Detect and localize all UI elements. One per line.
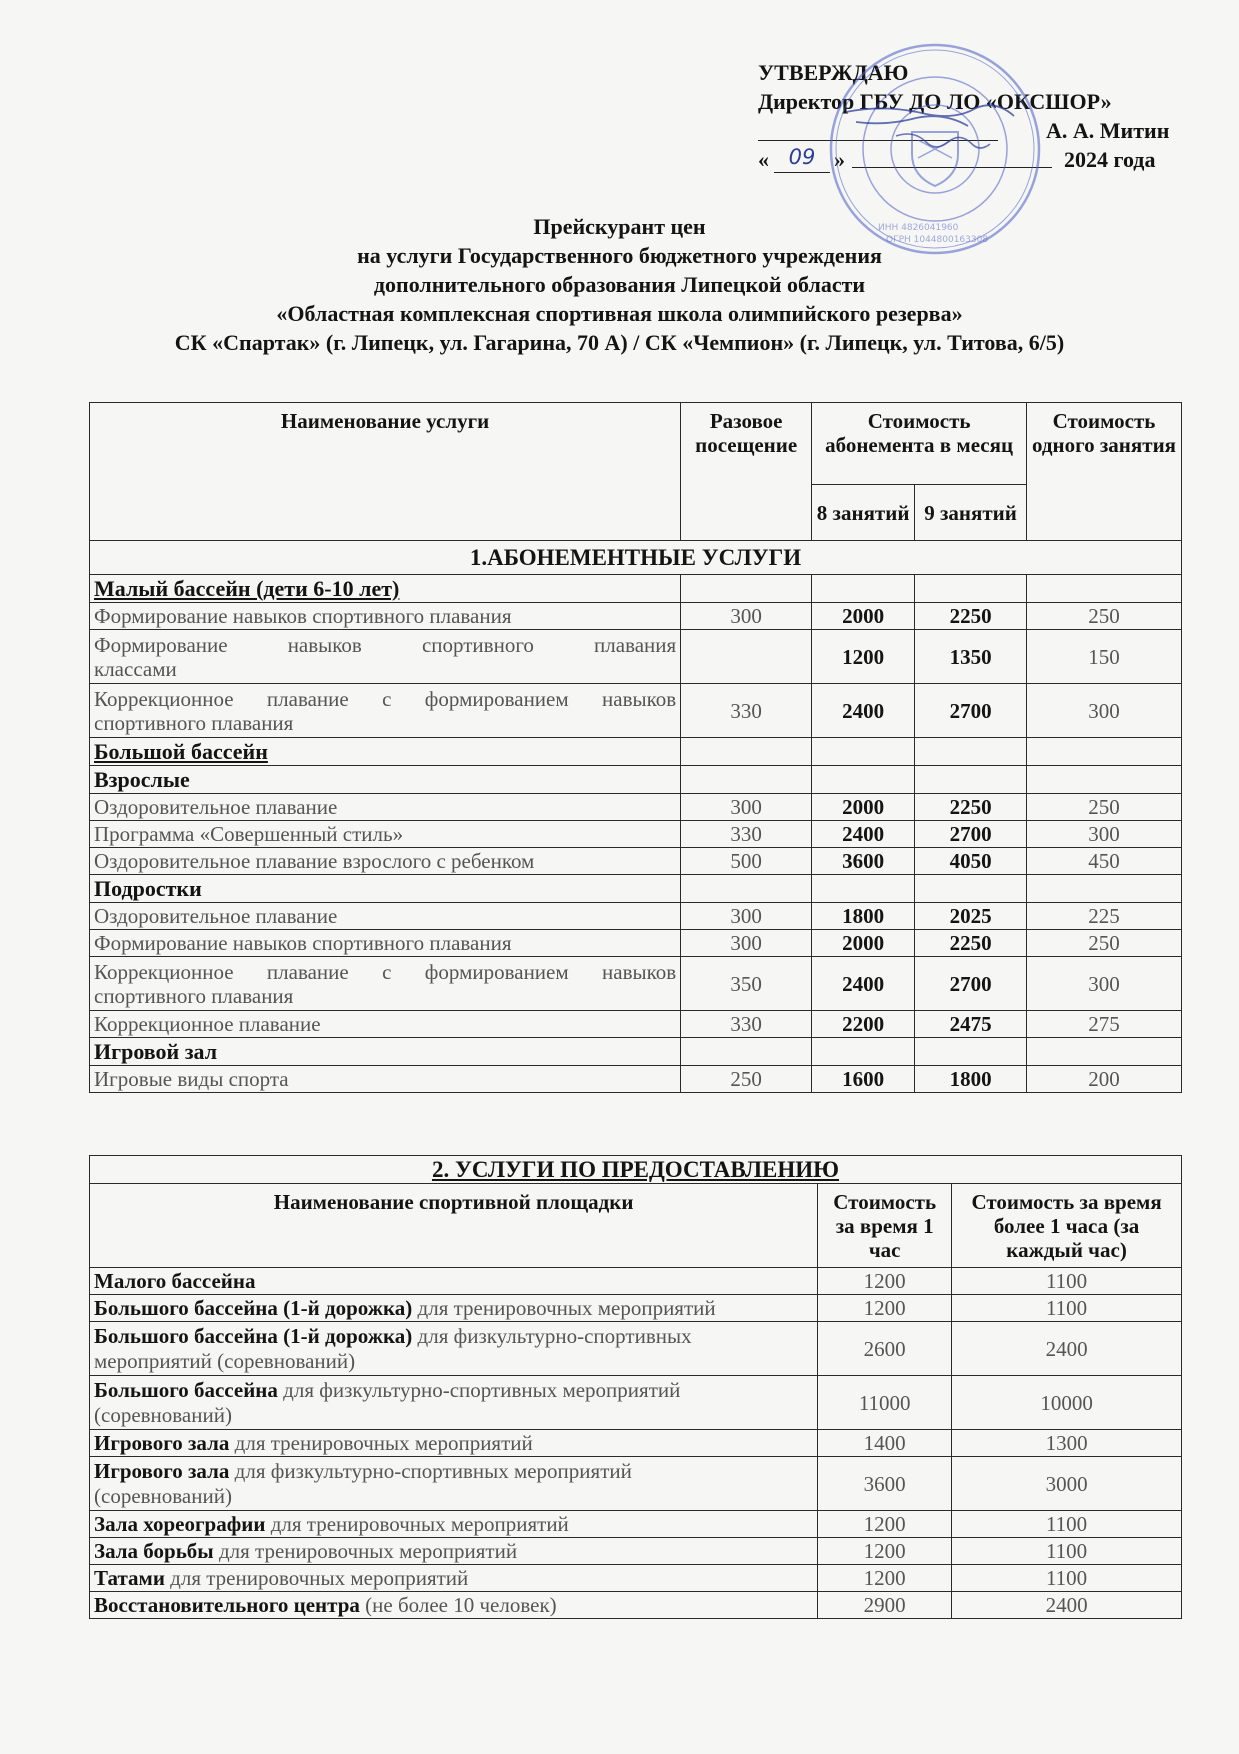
venue-name bbox=[90, 1592, 818, 1619]
service-name: Оздоровительное плавание bbox=[90, 794, 681, 821]
table-row bbox=[90, 848, 1182, 875]
header-9-lessons: 9 занятий bbox=[915, 485, 1027, 541]
table-row bbox=[90, 630, 1182, 684]
service-name bbox=[90, 957, 681, 1011]
price-8-lessons: 1800 bbox=[812, 903, 915, 930]
header-monthly-subscription: Стоимость абонемента в месяц bbox=[812, 403, 1027, 485]
empty-cell bbox=[1027, 766, 1182, 794]
venue-name-line-2: мероприятий (соревнований) bbox=[94, 1348, 356, 1373]
service-name bbox=[90, 684, 681, 738]
group-title: Игровой зал bbox=[90, 1038, 681, 1066]
single-visit-price: 300 bbox=[681, 603, 812, 630]
price-9-lessons: 2250 bbox=[915, 794, 1027, 821]
approval-position: Директор ГБУ ДО ЛО «ОКСШОР» bbox=[758, 89, 1112, 114]
empty-cell bbox=[681, 875, 812, 903]
group-row bbox=[90, 575, 1182, 603]
price-over-1-hour: 2400 bbox=[952, 1592, 1182, 1619]
venue-name bbox=[90, 1430, 818, 1457]
price-9-lessons: 1800 bbox=[915, 1066, 1027, 1093]
venue-name-rest: для физкультурно-спортивных bbox=[412, 1323, 692, 1348]
price-over-1-hour: 1300 bbox=[952, 1430, 1182, 1457]
svg-text:ИНН 4826041960: ИНН 4826041960 bbox=[878, 223, 959, 233]
empty-cell bbox=[915, 575, 1027, 603]
price-9-lessons: 2025 bbox=[915, 903, 1027, 930]
venue-name-line-1 bbox=[94, 1539, 813, 1564]
venue-name-line-1 bbox=[94, 1324, 813, 1349]
title-line-4: «Областная комплексная спортивная школа олимпийского резерва» bbox=[276, 301, 963, 326]
empty-cell bbox=[1027, 875, 1182, 903]
header-one-lesson: Стоимость одного занятия bbox=[1027, 403, 1182, 541]
section-2-title: 2. УСЛУГИ ПО ПРЕДОСТАВЛЕНИЮ bbox=[90, 1156, 1182, 1184]
service-name-line-2: спортивного плавания bbox=[94, 983, 294, 1008]
price-9-lessons: 4050 bbox=[915, 848, 1027, 875]
header-price-1-hour: Стоимость за время 1 час bbox=[818, 1184, 952, 1268]
venue-name-rest: для тренировочных мероприятий bbox=[229, 1430, 533, 1455]
single-visit-price: 300 bbox=[681, 930, 812, 957]
date-close-quote: » bbox=[834, 147, 845, 172]
price-one-lesson: 250 bbox=[1027, 794, 1182, 821]
single-visit-price: 330 bbox=[681, 1011, 812, 1038]
group-row bbox=[90, 1038, 1182, 1066]
price-1-hour: 1200 bbox=[818, 1268, 952, 1295]
venue-name bbox=[90, 1376, 818, 1430]
venue-name-line-1 bbox=[94, 1512, 813, 1537]
group-title: Большой бассейн bbox=[90, 738, 681, 766]
price-one-lesson: 300 bbox=[1027, 821, 1182, 848]
price-one-lesson: 225 bbox=[1027, 903, 1182, 930]
single-visit-price bbox=[681, 630, 812, 684]
venue-name-rest: для тренировочных мероприятий bbox=[265, 1511, 569, 1536]
venue-name-line-1 bbox=[94, 1269, 813, 1294]
venue-name-bold: Игрового зала bbox=[94, 1458, 230, 1483]
table-row bbox=[90, 930, 1182, 957]
empty-cell bbox=[681, 1038, 812, 1066]
empty-cell bbox=[812, 766, 915, 794]
price-over-1-hour: 1100 bbox=[952, 1268, 1182, 1295]
table-row bbox=[90, 1511, 1182, 1538]
document-title bbox=[0, 212, 1239, 357]
venue-name-bold: Восстановительного центра bbox=[94, 1592, 360, 1617]
group-row bbox=[90, 738, 1182, 766]
empty-cell bbox=[812, 1038, 915, 1066]
venue-name-line-1 bbox=[94, 1459, 813, 1484]
price-over-1-hour: 1100 bbox=[952, 1295, 1182, 1322]
price-one-lesson: 150 bbox=[1027, 630, 1182, 684]
table-row bbox=[90, 1538, 1182, 1565]
price-one-lesson: 200 bbox=[1027, 1066, 1182, 1093]
venue-name-rest: для тренировочных мероприятий bbox=[412, 1295, 716, 1320]
single-visit-price: 300 bbox=[681, 794, 812, 821]
empty-cell bbox=[812, 875, 915, 903]
venue-name-rest: для тренировочных мероприятий bbox=[213, 1538, 518, 1563]
price-table-subscriptions bbox=[89, 402, 1182, 1093]
title-line-2: на услуги Государственного бюджетного учреждения bbox=[357, 243, 882, 268]
empty-cell bbox=[915, 875, 1027, 903]
empty-cell bbox=[1027, 575, 1182, 603]
venue-name-line-1 bbox=[94, 1296, 813, 1321]
venue-name-bold: Большого бассейна (1-й дорожка) bbox=[94, 1295, 413, 1320]
venue-name-bold: Игрового зала bbox=[94, 1430, 230, 1455]
single-visit-price: 500 bbox=[681, 848, 812, 875]
venue-name-line-1 bbox=[94, 1431, 813, 1456]
empty-cell bbox=[812, 738, 915, 766]
venue-name-bold: Зала борьбы bbox=[94, 1538, 214, 1563]
table-row bbox=[90, 957, 1182, 1011]
price-one-lesson: 250 bbox=[1027, 930, 1182, 957]
venue-name-rest: для физкультурно-спортивных мероприятий bbox=[277, 1377, 681, 1402]
table-row bbox=[90, 903, 1182, 930]
price-over-1-hour: 10000 bbox=[952, 1376, 1182, 1430]
service-name: Формирование навыков спортивного плавания bbox=[90, 930, 681, 957]
group-row bbox=[90, 875, 1182, 903]
empty-cell bbox=[812, 575, 915, 603]
price-1-hour: 1200 bbox=[818, 1538, 952, 1565]
table-row bbox=[90, 1268, 1182, 1295]
service-name: Оздоровительное плавание взрослого с ребенком bbox=[90, 848, 681, 875]
price-over-1-hour: 1100 bbox=[952, 1511, 1182, 1538]
price-8-lessons: 2000 bbox=[812, 603, 915, 630]
empty-cell bbox=[681, 738, 812, 766]
date-day: 09 bbox=[774, 143, 830, 173]
price-9-lessons: 2700 bbox=[915, 821, 1027, 848]
service-name bbox=[90, 630, 681, 684]
table-row bbox=[90, 1457, 1182, 1511]
venue-name bbox=[90, 1565, 818, 1592]
price-8-lessons: 2200 bbox=[812, 1011, 915, 1038]
venue-name bbox=[90, 1268, 818, 1295]
table-row bbox=[90, 821, 1182, 848]
venue-name-bold: Зала хореографии bbox=[94, 1511, 266, 1536]
service-name: Игровые виды спорта bbox=[90, 1066, 681, 1093]
table-row bbox=[90, 1592, 1182, 1619]
price-1-hour: 2600 bbox=[818, 1322, 952, 1376]
service-name-line-1: Коррекционное плавание с формированием навыков bbox=[94, 959, 677, 984]
group-title: Взрослые bbox=[90, 766, 681, 794]
price-1-hour: 1200 bbox=[818, 1511, 952, 1538]
venue-name-bold: Большого бассейна (1-й дорожка) bbox=[94, 1323, 413, 1348]
empty-cell bbox=[681, 766, 812, 794]
price-8-lessons: 2000 bbox=[812, 794, 915, 821]
single-visit-price: 250 bbox=[681, 1066, 812, 1093]
price-8-lessons: 2400 bbox=[812, 684, 915, 738]
group-row bbox=[90, 766, 1182, 794]
price-over-1-hour: 1100 bbox=[952, 1565, 1182, 1592]
price-9-lessons: 1350 bbox=[915, 630, 1027, 684]
price-9-lessons: 2250 bbox=[915, 930, 1027, 957]
venue-name-rest: (не более 10 человек) bbox=[359, 1592, 557, 1617]
approval-title: УТВЕРЖДАЮ bbox=[758, 60, 909, 85]
table-row bbox=[90, 1011, 1182, 1038]
price-one-lesson: 300 bbox=[1027, 684, 1182, 738]
service-name: Коррекционное плавание bbox=[90, 1011, 681, 1038]
date-open-quote: « bbox=[758, 147, 769, 172]
empty-cell bbox=[1027, 1038, 1182, 1066]
price-8-lessons: 2400 bbox=[812, 957, 915, 1011]
venue-name-bold: Большого бассейна bbox=[94, 1377, 278, 1402]
price-1-hour: 11000 bbox=[818, 1376, 952, 1430]
venue-name-bold: Татами bbox=[94, 1565, 165, 1590]
price-8-lessons: 1200 bbox=[812, 630, 915, 684]
group-title: Малый бассейн (дети 6-10 лет) bbox=[90, 575, 681, 603]
service-name-line-1: Коррекционное плавание с формированием навыков bbox=[94, 686, 677, 711]
venue-name bbox=[90, 1511, 818, 1538]
venue-name-line-1 bbox=[94, 1378, 813, 1403]
header-price-over-1-hour: Стоимость за время более 1 часа (за каждый час) bbox=[952, 1184, 1182, 1268]
price-1-hour: 1400 bbox=[818, 1430, 952, 1457]
service-name-line-2: спортивного плавания bbox=[94, 710, 294, 735]
price-one-lesson: 275 bbox=[1027, 1011, 1182, 1038]
price-8-lessons: 2000 bbox=[812, 930, 915, 957]
title-line-3: дополнительного образования Липецкой области bbox=[373, 272, 866, 297]
price-one-lesson: 450 bbox=[1027, 848, 1182, 875]
venue-name-line-1 bbox=[94, 1566, 813, 1591]
venue-name-line-1 bbox=[94, 1593, 813, 1618]
approver-name: А. А. Митин bbox=[1046, 118, 1170, 143]
header-venue-name: Наименование спортивной площадки bbox=[90, 1184, 818, 1268]
single-visit-price: 330 bbox=[681, 684, 812, 738]
price-1-hour: 1200 bbox=[818, 1565, 952, 1592]
price-9-lessons: 2475 bbox=[915, 1011, 1027, 1038]
venue-name-bold: Малого бассейна bbox=[94, 1268, 256, 1293]
table-row bbox=[90, 1295, 1182, 1322]
empty-cell bbox=[915, 1038, 1027, 1066]
price-1-hour: 2900 bbox=[818, 1592, 952, 1619]
svg-text:ОГРН 1044800163308: ОГРН 1044800163308 bbox=[886, 235, 989, 245]
table-row bbox=[90, 1066, 1182, 1093]
table-row bbox=[90, 794, 1182, 821]
venue-name bbox=[90, 1322, 818, 1376]
single-visit-price: 350 bbox=[681, 957, 812, 1011]
venue-name bbox=[90, 1457, 818, 1511]
table-row bbox=[90, 684, 1182, 738]
section-1-title: 1.АБОНЕМЕНТНЫЕ УСЛУГИ bbox=[90, 541, 1182, 575]
price-over-1-hour: 3000 bbox=[952, 1457, 1182, 1511]
price-9-lessons: 2700 bbox=[915, 684, 1027, 738]
price-table-venues bbox=[89, 1155, 1182, 1619]
price-8-lessons: 2400 bbox=[812, 821, 915, 848]
price-1-hour: 1200 bbox=[818, 1295, 952, 1322]
venue-name-rest: для тренировочных мероприятий bbox=[164, 1565, 469, 1590]
title-line-1: Прейскурант цен bbox=[533, 214, 706, 239]
venue-name bbox=[90, 1295, 818, 1322]
service-name-line-2: классами bbox=[94, 656, 177, 681]
price-1-hour: 3600 bbox=[818, 1457, 952, 1511]
service-name-line-1: Формирование навыков спортивного плавания bbox=[94, 632, 677, 657]
table-row bbox=[90, 603, 1182, 630]
price-over-1-hour: 1100 bbox=[952, 1538, 1182, 1565]
venue-name-line-2: (соревнований) bbox=[94, 1483, 232, 1508]
price-one-lesson: 300 bbox=[1027, 957, 1182, 1011]
table-row bbox=[90, 1430, 1182, 1457]
service-name: Программа «Совершенный стиль» bbox=[90, 821, 681, 848]
empty-cell bbox=[1027, 738, 1182, 766]
venue-name-rest: для физкультурно-спортивных мероприятий bbox=[229, 1458, 632, 1483]
empty-cell bbox=[915, 766, 1027, 794]
price-8-lessons: 1600 bbox=[812, 1066, 915, 1093]
single-visit-price: 300 bbox=[681, 903, 812, 930]
table-row bbox=[90, 1376, 1182, 1430]
title-line-5: СК «Спартак» (г. Липецк, ул. Гагарина, 70 А) / СК «Чемпион» (г. Липецк, ул. Титова, 6/5) bbox=[174, 330, 1065, 355]
price-9-lessons: 2250 bbox=[915, 603, 1027, 630]
header-8-lessons: 8 занятий bbox=[812, 485, 915, 541]
header-single-visit: Разовое посещение bbox=[681, 403, 812, 541]
empty-cell bbox=[681, 575, 812, 603]
header-service-name: Наименование услуги bbox=[90, 403, 681, 541]
empty-cell bbox=[915, 738, 1027, 766]
single-visit-price: 330 bbox=[681, 821, 812, 848]
group-title: Подростки bbox=[90, 875, 681, 903]
date-year: 2024 года bbox=[1064, 147, 1156, 172]
venue-name bbox=[90, 1538, 818, 1565]
service-name: Формирование навыков спортивного плавания bbox=[90, 603, 681, 630]
price-8-lessons: 3600 bbox=[812, 848, 915, 875]
price-over-1-hour: 2400 bbox=[952, 1322, 1182, 1376]
service-name: Оздоровительное плавание bbox=[90, 903, 681, 930]
table-row bbox=[90, 1322, 1182, 1376]
table-row bbox=[90, 1565, 1182, 1592]
price-one-lesson: 250 bbox=[1027, 603, 1182, 630]
price-9-lessons: 2700 bbox=[915, 957, 1027, 1011]
venue-name-line-2: (соревнований) bbox=[94, 1402, 232, 1427]
